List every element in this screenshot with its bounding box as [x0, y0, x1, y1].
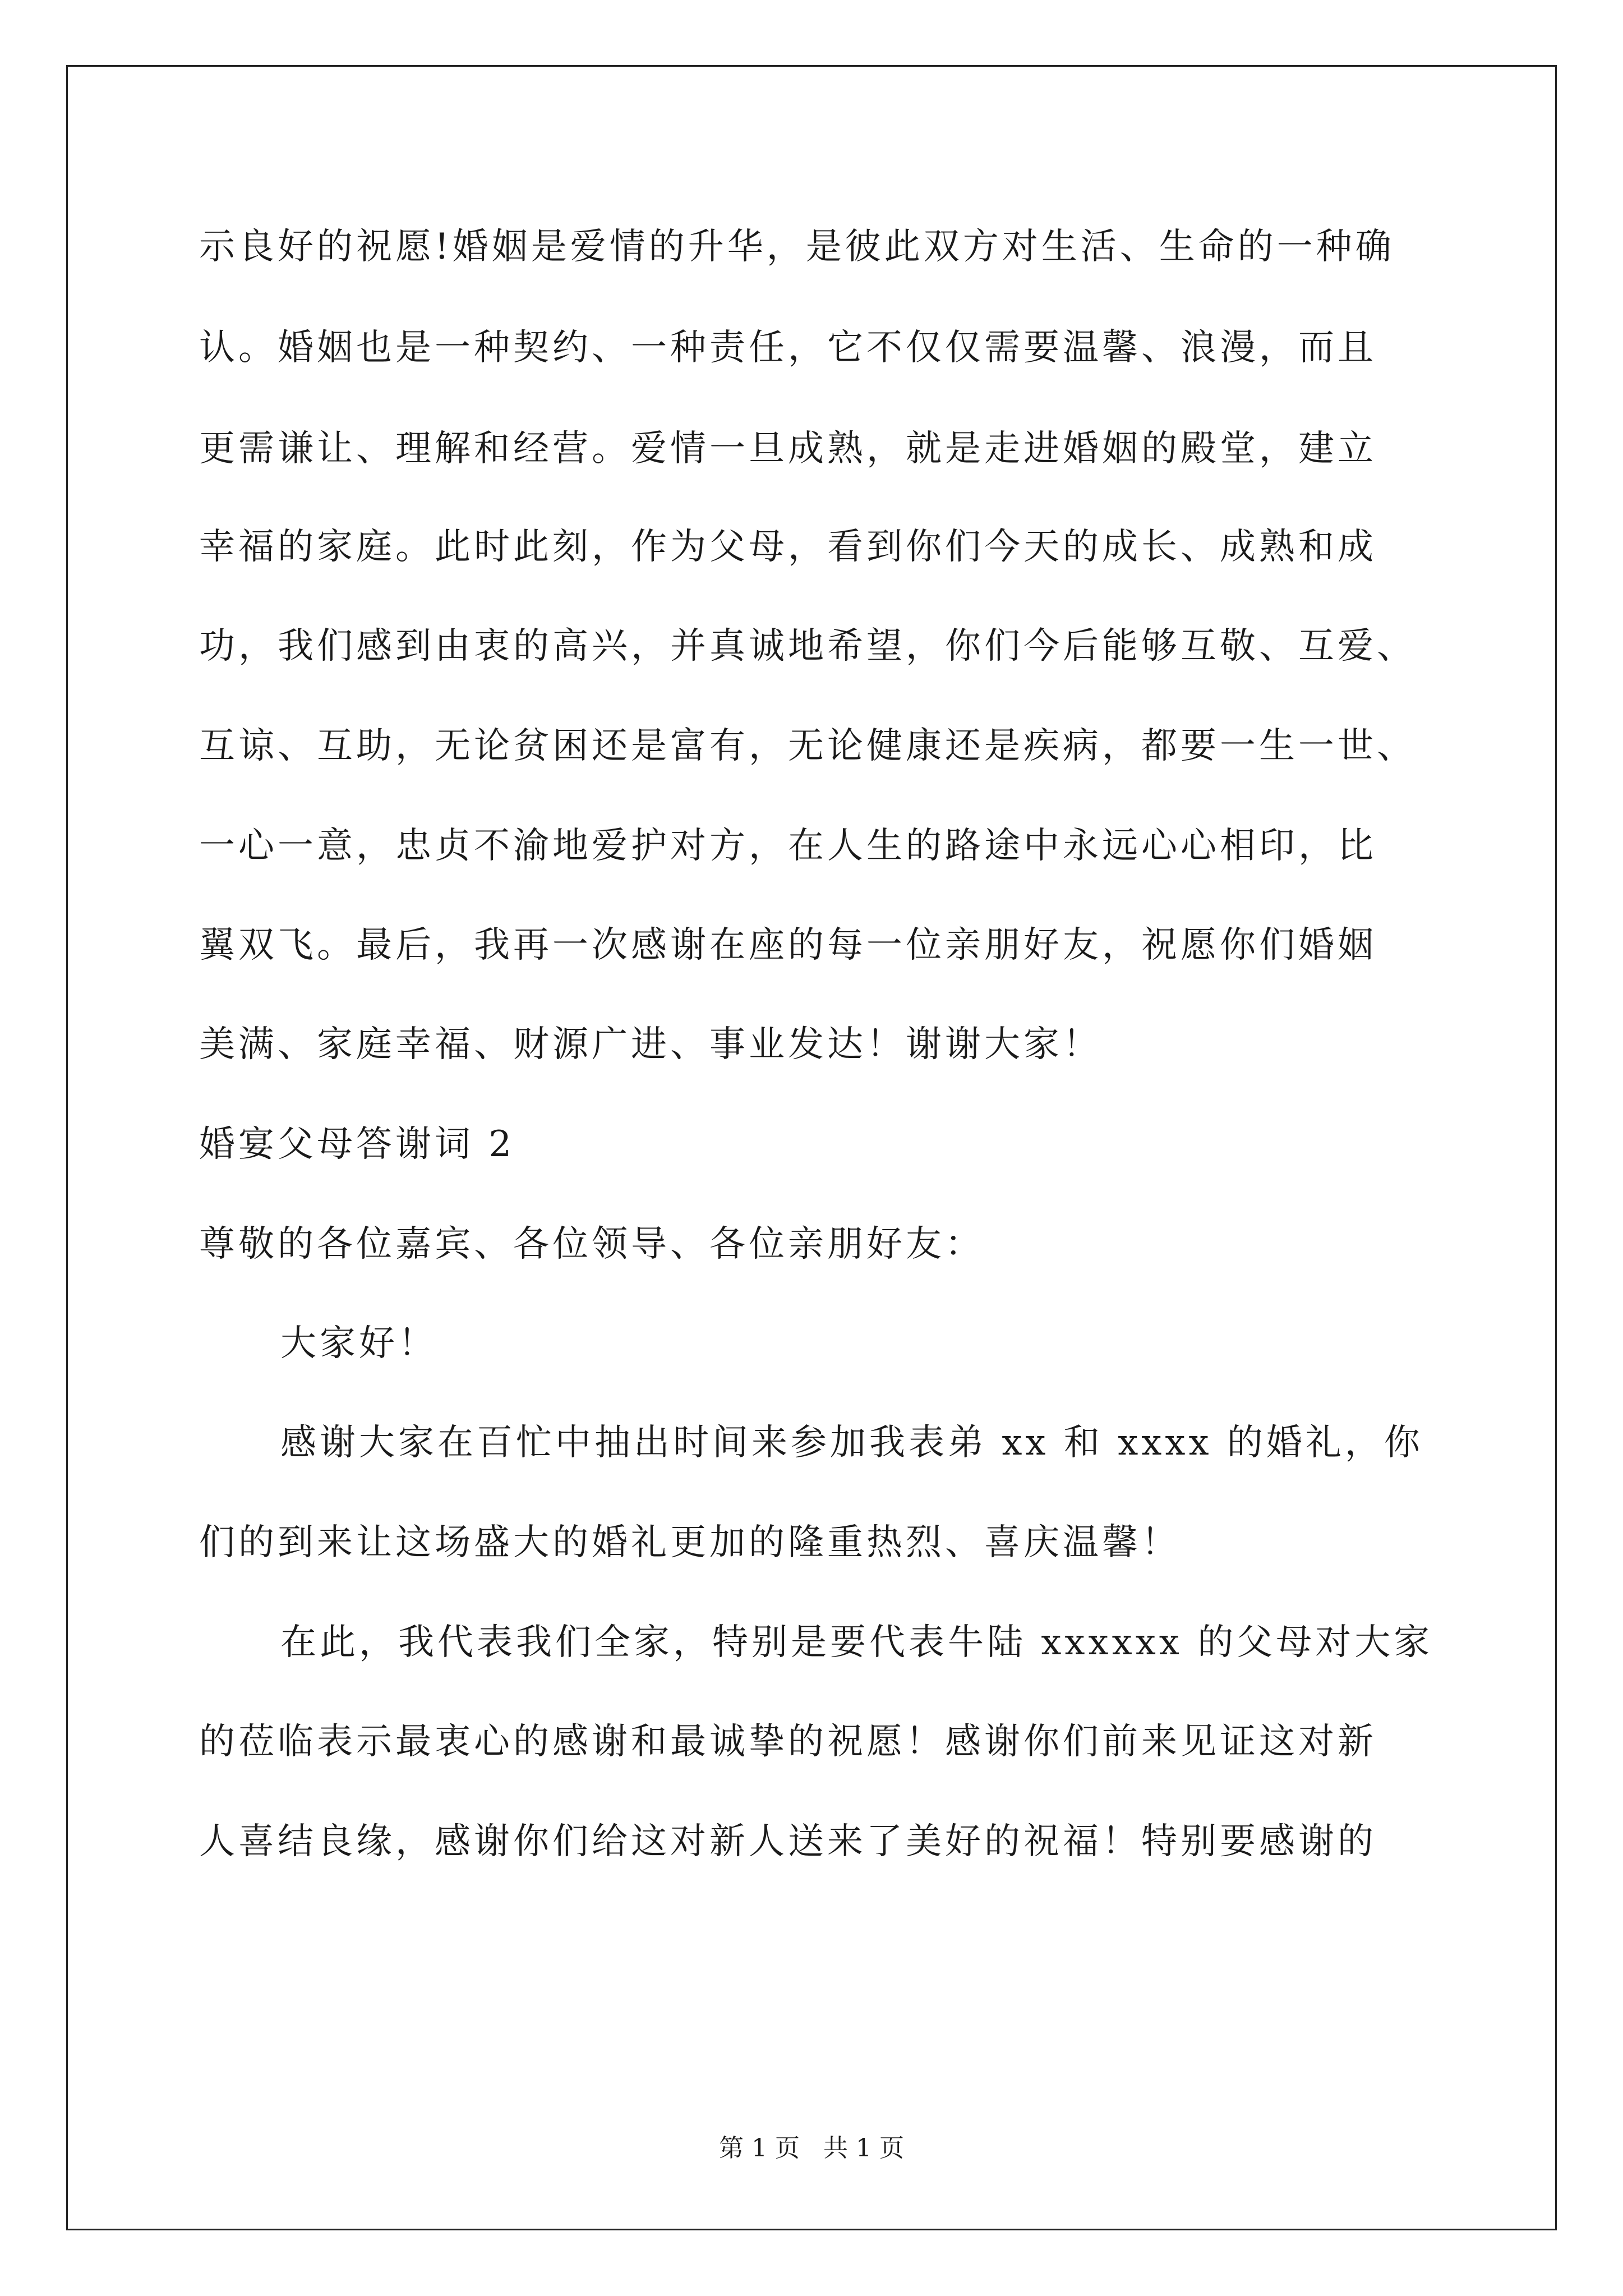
body-line: 们的到来让这场盛大的婚礼更加的隆重热烈、喜庆温馨！ [199, 1522, 1181, 1563]
body-line: 互谅、互助，无论贫困还是富有，无论健康还是疾病，都要一生一世、 [199, 725, 1416, 767]
salutation: 尊敬的各位嘉宾、各位领导、各位亲朋好友： [199, 1223, 984, 1265]
page-footer: 第 1 页 共 1 页 [719, 2134, 904, 2162]
body-line: 示良好的祝愿!婚姻是爱情的升华，是彼此双方对生活、生命的一种确 [199, 226, 1395, 268]
section-heading: 婚宴父母答谢词 2 [199, 1124, 515, 1165]
body-line: 更需谦让、理解和经营。爱情一旦成熟，就是走进婚姻的殿堂，建立 [199, 428, 1377, 470]
body-line: 的莅临表示最衷心的感谢和最诚挚的祝愿！感谢你们前来见证这对新 [199, 1721, 1377, 1763]
body-line: 一心一意，忠贞不渝地爱护对方，在人生的路途中永远心心相印，比 [199, 825, 1377, 867]
body-line: 认。婚姻也是一种契约、一种责任，它不仅仅需要温馨、浪漫，而且 [199, 327, 1377, 369]
body-line: 人喜结良缘，感谢你们给这对新人送来了美好的祝福！特别要感谢的 [199, 1821, 1377, 1862]
body-line: 翼双飞。最后，我再一次感谢在座的每一位亲朋好友，祝愿你们婚姻 [199, 924, 1377, 966]
body-line: 在此，我代表我们全家，特别是要代表牛陆 xxxxxx 的父母对大家 [280, 1622, 1433, 1663]
greeting: 大家好！ [280, 1323, 437, 1364]
body-line: 感谢大家在百忙中抽出时间来参加我表弟 xx 和 xxxx 的婚礼，你 [280, 1422, 1423, 1464]
body-line: 幸福的家庭。此时此刻，作为父母，看到你们今天的成长、成熟和成 [199, 526, 1377, 568]
body-line: 美满、家庭幸福、财源广进、事业发达！谢谢大家！ [199, 1024, 1102, 1065]
body-line: 功，我们感到由衷的高兴，并真诚地希望，你们今后能够互敬、互爱、 [199, 625, 1416, 667]
